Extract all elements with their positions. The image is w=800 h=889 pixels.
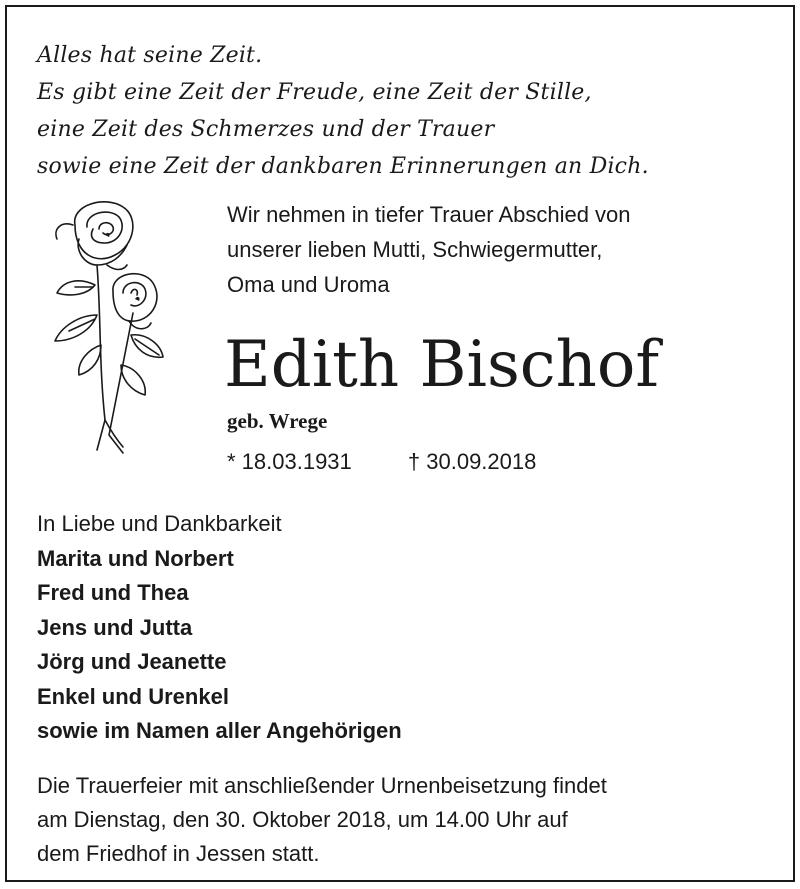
obituary-notice bbox=[5, 5, 795, 882]
farewell-intro bbox=[227, 197, 631, 302]
intro-line: Wir nehmen in tiefer Trauer Abschied von bbox=[227, 202, 631, 227]
mourner-entry: Enkel und Urenkel bbox=[37, 683, 229, 709]
life-dates bbox=[227, 449, 536, 475]
mourner-entry: sowie im Namen aller Angehörigen bbox=[37, 718, 402, 743]
birth-date: * 18.03.1931 bbox=[227, 449, 352, 474]
funeral-line: Die Trauerfeier mit anschließender Urnenbeisetzung findet bbox=[37, 773, 607, 798]
poem-line: eine Zeit des Schmerzes und der Trauer bbox=[37, 117, 495, 142]
mourner-entry: Jens und Jutta bbox=[37, 614, 193, 640]
mourners-intro: In Liebe und Dankbarkeit bbox=[37, 511, 282, 536]
funeral-line: dem Friedhof in Jessen statt. bbox=[37, 841, 320, 866]
funeral-line: am Dienstag, den 30. Oktober 2018, um 14.00 Uhr auf bbox=[37, 807, 568, 832]
mourner-entry: Fred und Thea bbox=[37, 580, 189, 605]
intro-line: unserer lieben Mutti, Schwiegermutter, bbox=[227, 237, 603, 262]
deceased-name: Edith Bischof bbox=[224, 328, 660, 402]
poem-line: Es gibt eine Zeit der Freude, eine Zeit der Stille, bbox=[37, 80, 592, 105]
rose-illustration bbox=[35, 195, 165, 460]
mourner-entry: Marita und Norbert bbox=[37, 545, 234, 571]
intro-line: Oma und Uroma bbox=[227, 272, 390, 297]
death-date: † 30.09.2018 bbox=[407, 449, 537, 474]
funeral-details bbox=[37, 769, 607, 871]
memorial-poem bbox=[37, 37, 649, 185]
birth-name: geb. Wrege bbox=[227, 409, 328, 433]
mourners-list bbox=[37, 507, 402, 749]
mourner-entry: Jörg und Jeanette bbox=[37, 649, 227, 674]
poem-line: sowie eine Zeit der dankbaren Erinnerungen an Dich. bbox=[37, 154, 649, 179]
poem-line: Alles hat seine Zeit. bbox=[37, 43, 263, 68]
